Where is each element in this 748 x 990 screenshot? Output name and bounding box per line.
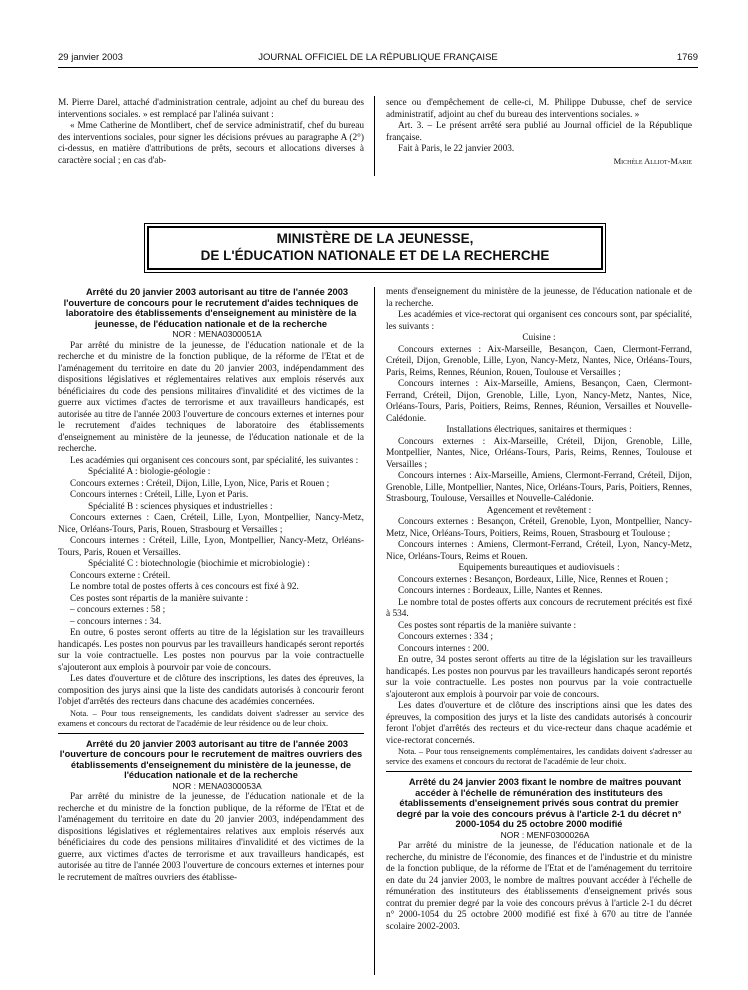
left-column: [58, 287, 364, 884]
rc-para: En outre, 34 postes seront offerts au titre de la législation sur les travailleurs handicapés. Les postes non pourvus par les travailleurs handicapés seront reportés sur la voie contractuelle. Les postes non pourvus par la voie contractuelle s'ajouteront aux emplois à pourvoir par voie de concours.: [386, 655, 692, 700]
top-right-column: [386, 98, 692, 167]
header-rule: [58, 67, 698, 68]
rc-para: Concours externes : Besançon, Créteil, Grenoble, Lyon, Montpellier, Nancy-Metz, Nice, Orléans-Tours, Poitiers, Reims, Rouen, Strasbourg et Toulouse ;: [386, 517, 692, 539]
top-right-art3: Art. 3. – Le présent arrêté sera publié au Journal officiel de la République française.: [386, 121, 692, 143]
ministry-heading-box: [147, 226, 603, 270]
a1-para: Concours externes : Créteil, Dijon, Lille, Lyon, Nice, Paris et Rouen ;: [70, 478, 330, 489]
a2-para: Par arrêté du ministre de la jeunesse, de l'éducation nationale et de la recherche et du ministre de la fonction publique, de la réforme de l'Etat et de l'aménagement du territoire en date du 20 janvier 2003, indépendamment des dispositions législatives et réglementaires relatives aux emplois réservés aux bénéficiaires du code des pensions militaires d'invalidité et des victimes de la guerre, aux victimes d'actes de terrorisme et aux travailleurs handicapés, est autorisée au titre de l'année 2003 l'ouverture de concours externes et internes pour le recrutement de maîtres ouvriers des établisse-: [58, 792, 364, 883]
a1-para: Ces postes sont répartis de la manière suivante :: [70, 593, 249, 604]
a1-para: Concours externes : Caen, Créteil, Lille, Lyon, Montpellier, Nancy-Metz, Nice, Orléans-Tours, Paris, Rouen, Strasbourg et Versailles ;: [58, 513, 364, 535]
rc-para: Ces postes sont répartis de la manière suivante :: [398, 620, 577, 631]
a1-para: Les académies qui organisent ces concours sont, par spécialité, les suivantes :: [70, 455, 359, 466]
signature: Michèle Alliot-Marie: [613, 155, 692, 166]
arrete-2-title: Arrêté du 20 janvier 2003 autorisant au titre de l'année 2003 l'ouverture de concours pour le recrutement de maîtres ouvriers des établissements d'enseignement du ministère de la jeunesse, de l'éducation nationale et de la recherche: [59, 738, 363, 780]
rc-para: Concours internes : 200.: [398, 643, 489, 654]
a1-list-item: – concours externes : 58 ;: [70, 605, 166, 615]
ministry-line-2: DE L'ÉDUCATION NATIONALE ET DE LA RECHERCHE: [200, 248, 550, 263]
a1-note: Nota. – Pour tous renseignements, les candidats doivent s'adresser au service des examens et concours du rectorat de l'académie de leur résidence ou de leur choix.: [58, 708, 364, 728]
a1-para: Concours internes : Créteil, Lille, Lyon et Paris.: [70, 490, 249, 500]
column-rule: [374, 287, 375, 975]
a1-specialty: Spécialité B : sciences physiques et industrielles :: [88, 501, 273, 512]
rc-para: Concours internes : Amiens, Clermont-Ferrand, Créteil, Lyon, Nancy-Metz, Nice, Orléans-Tours, Reims et Rouen.: [386, 540, 692, 562]
rc-subheading: Installations électriques, sanitaires et thermiques :: [446, 425, 632, 435]
rc-para: Concours externes : 334 ;: [398, 632, 494, 642]
a1-para: Le nombre total de postes offerts à ces concours est fixé à 92.: [70, 582, 299, 592]
page-header: [58, 52, 698, 66]
right-column: [386, 287, 692, 933]
rc-para: Concours externes : Aix-Marseille, Créteil, Dijon, Grenoble, Lille, Montpellier, Nantes, Nice, Orléans-Tours, Paris, Reims, Rennes, Toulouse et Versailles ;: [386, 436, 692, 470]
rc-para: Concours internes : Aix-Marseille, Amiens, Clermont-Ferrand, Créteil, Dijon, Grenoble, Lille, Montpellier, Nantes, Nice, Orléans-Tours, Paris, Poitiers, Rennes, Strasbourg, Toulouse, Versailles et Nouvelle-Calédonie.: [386, 471, 692, 504]
arrete-1-nor: NOR : MENA0300051A: [172, 329, 262, 339]
top-column-rule: [374, 96, 375, 176]
article-separator: [58, 733, 364, 734]
arrete-1-title: Arrêté du 20 janvier 2003 autorisant au titre de l'année 2003 l'ouverture de concours pour le recrutement d'aides techniques de laboratoire des établissements d'enseignement au ministère de la jeunesse, de l'éducation nationale et de la recherche: [63, 287, 359, 329]
top-right-para-1: sence ou d'empêchement de celle-ci, M. Philippe Dubusse, chef de service administratif, adjoint au chef du bureau des interventions sociales. »: [386, 98, 692, 120]
rc-para: Les dates d'ouverture et de clôture des inscriptions ainsi que les dates des épreuves, la composition des jurys et la liste des candidats autorisés à concourir feront l'objet d'arrêtés des recteurs et du vice-recteur dans chaque académie et vice-rectorat concernés.: [386, 701, 692, 746]
rc-para: Concours internes : Aix-Marseille, Amiens, Besançon, Caen, Clermont-Ferrand, Créteil, Dijon, Grenoble, Lille, Lyon, Nancy-Metz, Nantes, Nice, Orléans-Tours, Paris, Poitiers, Reims, Rennes, Réunion, Versailles et Nouvelle-Calédonie.: [386, 379, 692, 424]
a1-para: Les dates d'ouverture et de clôture des inscriptions, les dates des épreuves, la composition des jurys ainsi que la liste des candidats autorisés à concourir feront l'objet d'arrêtés des recteurs dans chacune des académies concernées.: [58, 674, 364, 707]
rc-para: Concours internes : Bordeaux, Lille, Nantes et Rennes.: [398, 586, 603, 596]
header-date: 29 janvier 2003: [58, 52, 123, 63]
header-journal-title: JOURNAL OFFICIEL DE LA RÉPUBLIQUE FRANÇAISE: [258, 52, 498, 63]
a1-para: Concours externe : Créteil.: [70, 570, 171, 581]
arrete-3-title: Arrêté du 24 janvier 2003 fixant le nombre de maîtres pouvant accéder à l'échelle de rémunération des instituteurs des établissements d'enseignement privés sous contrat du premier degré par la voie des concours prévus à l'article 2-1 du décret n° 2000-1054 du 25 octobre 2000 modifié: [396, 777, 682, 829]
top-left-para-2: « Mme Catherine de Montlibert, chef de service administratif, chef du bureau des interventions sociales, pour signer les décisions prévues au paragraphe A (2°) ci-dessus, en matière d'attributions de prêts, secours et allocations diverses à caractère social ; en cas d'ab-: [58, 121, 364, 166]
a1-para: Par arrêté du ministre de la jeunesse, de l'éducation nationale et de la recherche et du ministre de la fonction publique, de la réforme de l'Etat et de l'aménagement du territoire en date du 20 janvier 2003, indépendamment des dispositions législatives et réglementaires relatives aux emplois réservés aux bénéficiaires du code des pensions militaires d'invalidité et des victimes de la guerre aux victimes d'actes de terrorisme et aux travailleurs handicapés, est autorisée au titre de l'année 2003 l'ouverture de concours externes et internes pour le recrutement d'aides techniques de laboratoire des établissements d'enseignement au ministère de la jeunesse, de l'éducation nationale et de la recherche.: [58, 340, 364, 454]
a1-para: Concours internes : Créteil, Lille, Lyon, Montpellier, Nancy-Metz, Orléans-Tours, Paris, Rouen et Versailles.: [58, 536, 364, 558]
rc-para: Le nombre total de postes offerts aux concours de recrutement précités est fixé à 534.: [386, 597, 692, 619]
rc-para: Les académies et vice-rectorat qui organisent ces concours sont, par spécialité, les suivants :: [386, 310, 692, 332]
top-right-fait: Fait à Paris, le 22 janvier 2003.: [398, 144, 515, 154]
ministry-line-1: MINISTÈRE DE LA JEUNESSE,: [276, 231, 474, 246]
top-left-para-1: M. Pierre Darel, attaché d'administration centrale, adjoint au chef du bureau des interventions sociales. » est remplacé par l'alinéa suivant :: [58, 98, 364, 120]
header-page-number: 1769: [676, 52, 698, 63]
rc-subheading: Agencement et revêtement :: [486, 505, 592, 516]
rc-para: Concours externes : Besançon, Bordeaux, Lille, Nice, Rennes et Rouen ;: [398, 574, 669, 585]
arrete-3-nor: NOR : MENF0300026A: [500, 829, 590, 840]
top-left-column: [58, 98, 364, 167]
rc-note: Nota. – Pour tous renseignements complémentaires, les candidats doivent s'adresser au service des examens et concours du rectorat de l'académie de leur choix.: [386, 747, 692, 766]
article-separator: [386, 771, 692, 772]
rc-para: Concours externes : Aix-Marseille, Besançon, Caen, Clermont-Ferrand, Créteil, Dijon, Grenoble, Lille, Lyon, Nancy-Metz, Nantes, Nice, Orléans-Tours, Paris, Reims, Rennes, Réunion, Rouen, Toulouse et Versailles ;: [386, 344, 692, 378]
a1-para: En outre, 6 postes seront offerts au titre de la législation sur les travailleurs handicapés. Les postes non pourvus par les travailleurs handicapés seront reportés sur la voie contractuelle. Les postes non pourvus par la voie contractuelle s'ajouteront aux emplois à pourvoir par voie de concours.: [58, 628, 364, 673]
rc-subheading: Cuisine :: [522, 333, 556, 343]
a1-specialty: Spécialité C : biotechnologie (biochimie et microbiologie) :: [88, 559, 310, 569]
a3-para: Par arrêté du ministre de la jeunesse, de l'éducation nationale et de la recherche, du ministre de l'économie, des finances et de l'industrie et du ministre de la fonction publique, de la réforme de l'Etat et de l'aménagement du territoire en date du 24 janvier 2003, le nombre de maîtres pouvant accéder à l'échelle de rémunération des instituteurs des établissements d'enseignement privés sous contrat du premier degré par la voie des concours prévus à l'article 2-1 du décret n° 2000-1054 du 25 octobre 2000 modifié est fixé à 670 au titre de l'année scolaire 2002-2003.: [386, 841, 692, 932]
a1-specialty: Spécialité A : biologie-géologie :: [88, 467, 211, 477]
arrete-2-nor: NOR : MENA0300053A: [172, 780, 262, 791]
a1-list-item: – concours internes : 34.: [70, 616, 162, 627]
rc-para: ments d'enseignement du ministère de la jeunesse, de l'éducation nationale et de la recherche.: [386, 287, 692, 309]
rc-subheading: Equipements bureautiques et audiovisuels :: [458, 563, 620, 573]
